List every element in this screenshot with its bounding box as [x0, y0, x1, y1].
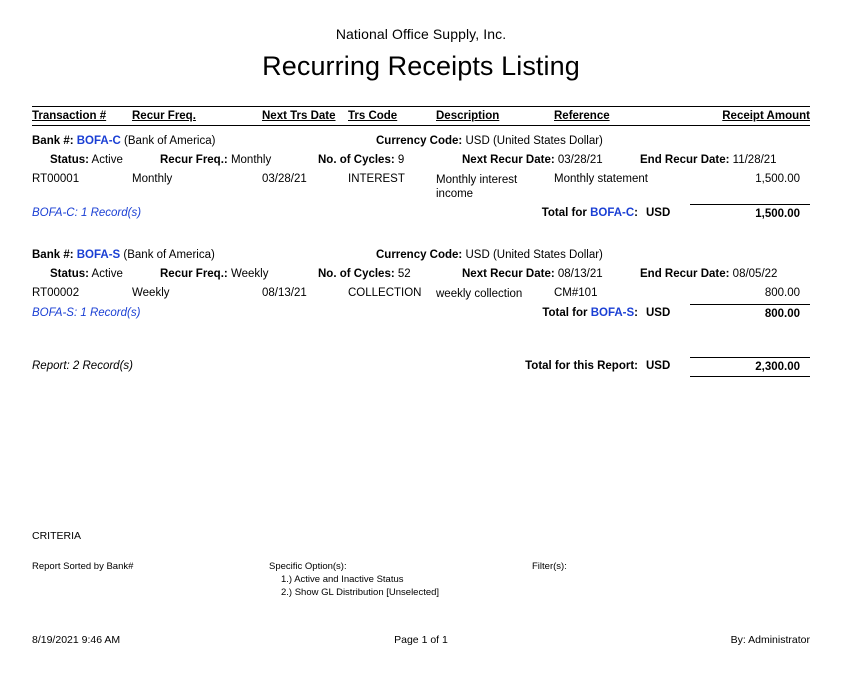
status-value: Active: [91, 154, 123, 166]
bank-label: Bank #:: [32, 135, 74, 147]
bank-group: [32, 249, 810, 320]
recur-freq-value: Weekly: [230, 268, 269, 281]
cell-next-trs-date: 03/28/21: [262, 173, 307, 185]
next-recur-date-label: Next Recur Date:: [462, 154, 555, 166]
cycles-label: No. of Cycles:: [318, 268, 395, 281]
end-recur-date-label: End Recur Date:: [640, 268, 730, 281]
criteria-filters-label: Filter(s):: [532, 561, 567, 572]
cycles-value: 9: [397, 154, 405, 166]
cell-recur-freq: Monthly: [132, 173, 173, 185]
column-header-reference: Reference: [554, 110, 610, 122]
bank-name: (Bank of America): [124, 135, 216, 147]
cell-reference: CM#101: [554, 287, 598, 300]
report-total-amount: 2,300.00: [690, 357, 810, 377]
cycles-value: 52: [397, 268, 411, 281]
criteria-title: CRITERIA: [32, 530, 82, 542]
page-footer: [32, 634, 810, 646]
report-title: Recurring Receipts Listing: [262, 51, 580, 81]
next-recur-date-value: 03/28/21: [557, 154, 603, 166]
total-for-bank-code: BOFA-S: [590, 307, 635, 320]
report-page: [0, 26, 842, 674]
currency-code-label: Currency Code:: [376, 135, 463, 147]
column-header-description: Description: [436, 110, 500, 122]
total-for-label: Total for: [542, 307, 588, 320]
bank-header: [32, 135, 810, 147]
cell-transaction: RT00002: [32, 287, 80, 300]
bank-header: [32, 249, 810, 261]
footer-timestamp: 8/19/2021 9:46 AM: [32, 634, 121, 646]
group-subtotal: BOFA-S: 1 Record(s) Total for BOFA-S: USD 800.00: [32, 307, 810, 320]
recur-freq-label: Recur Freq.:: [160, 268, 228, 281]
next-recur-date-label: Next Recur Date:: [462, 268, 555, 281]
report-record-count: Report: 2 Record(s): [32, 360, 133, 373]
column-header: [32, 106, 810, 126]
total-for-bank-code: BOFA-C: [590, 207, 635, 220]
bank-status-line: [32, 154, 810, 166]
bank-code: BOFA-C: [76, 135, 121, 147]
criteria-option: 2.) Show GL Distribution [Unselected]: [281, 587, 440, 598]
report-total-currency: USD: [646, 360, 671, 373]
bank-label: Bank #:: [32, 249, 74, 262]
bank-status-line: [32, 268, 810, 280]
cell-next-trs-date: 08/13/21: [262, 287, 307, 300]
criteria-specific-options-label: Specific Option(s):: [269, 561, 347, 572]
cell-trs-code: COLLECTION: [348, 287, 422, 300]
recur-freq-label: Recur Freq.:: [160, 154, 228, 166]
report-total-label: Total for this Report:: [525, 360, 638, 373]
end-recur-date-value: 11/28/21: [732, 154, 777, 166]
bank-name: (Bank of America): [123, 249, 215, 262]
recur-freq-value: Monthly: [230, 154, 272, 166]
group-record-count: BOFA-C: 1 Record(s): [32, 207, 142, 220]
cycles-label: No. of Cycles:: [318, 154, 395, 166]
cell-reference: Monthly statement: [554, 173, 648, 185]
status-value: Active: [91, 268, 123, 281]
cell-description: Monthly interest income: [436, 174, 518, 201]
criteria-option: 1.) Active and Inactive Status: [281, 574, 404, 585]
next-recur-date-value: 08/13/21: [557, 268, 603, 281]
criteria-sorted-by: Report Sorted by Bank#: [32, 561, 134, 572]
column-header-trs-code: Trs Code: [348, 110, 398, 122]
footer-user: By: Administrator: [730, 634, 810, 646]
currency-code-value: USD (United States Dollar): [465, 135, 603, 147]
column-header-next-trs-date: Next Trs Date: [262, 110, 336, 122]
cell-receipt-amount: 800.00: [764, 287, 800, 300]
company-name: National Office Supply, Inc.: [335, 26, 507, 42]
status-label: Status:: [50, 154, 89, 166]
end-recur-date-value: 08/05/22: [732, 268, 778, 281]
criteria-body: [32, 561, 810, 598]
cell-receipt-amount: 1,500.00: [755, 173, 800, 185]
footer-page-number: Page 1 of 1: [394, 634, 448, 646]
column-header-recur-freq: Recur Freq.: [132, 110, 196, 122]
group-total-amount: 800.00: [690, 304, 810, 320]
group-subtotal: BOFA-C: 1 Record(s) Total for BOFA-C: USD 1,500.00: [32, 207, 810, 220]
cell-recur-freq: Weekly: [132, 287, 170, 300]
currency-code-value: USD (United States Dollar): [465, 249, 603, 262]
end-recur-date-label: End Recur Date:: [640, 154, 730, 166]
cell-description: weekly collection: [436, 288, 523, 301]
total-for-label: Total for: [541, 207, 587, 220]
column-header-transaction: Transaction #: [32, 110, 107, 122]
group-total-amount: 1,500.00: [690, 204, 810, 220]
table-row: [32, 287, 810, 301]
table-row: [32, 173, 810, 201]
currency-code-label: Currency Code:: [376, 249, 463, 262]
cell-transaction: RT00001: [32, 173, 80, 185]
status-label: Status:: [50, 268, 89, 281]
cell-trs-code: INTEREST: [348, 173, 405, 185]
bank-code: BOFA-S: [76, 249, 121, 262]
column-header-receipt-amount: Receipt Amount: [722, 110, 810, 122]
bank-group: [32, 135, 810, 220]
group-record-count: BOFA-S: 1 Record(s): [32, 307, 141, 320]
group-spacer: [32, 220, 810, 240]
group-total-currency: USD: [646, 307, 671, 320]
report-total: [32, 360, 810, 377]
group-total-currency: USD: [646, 207, 671, 220]
